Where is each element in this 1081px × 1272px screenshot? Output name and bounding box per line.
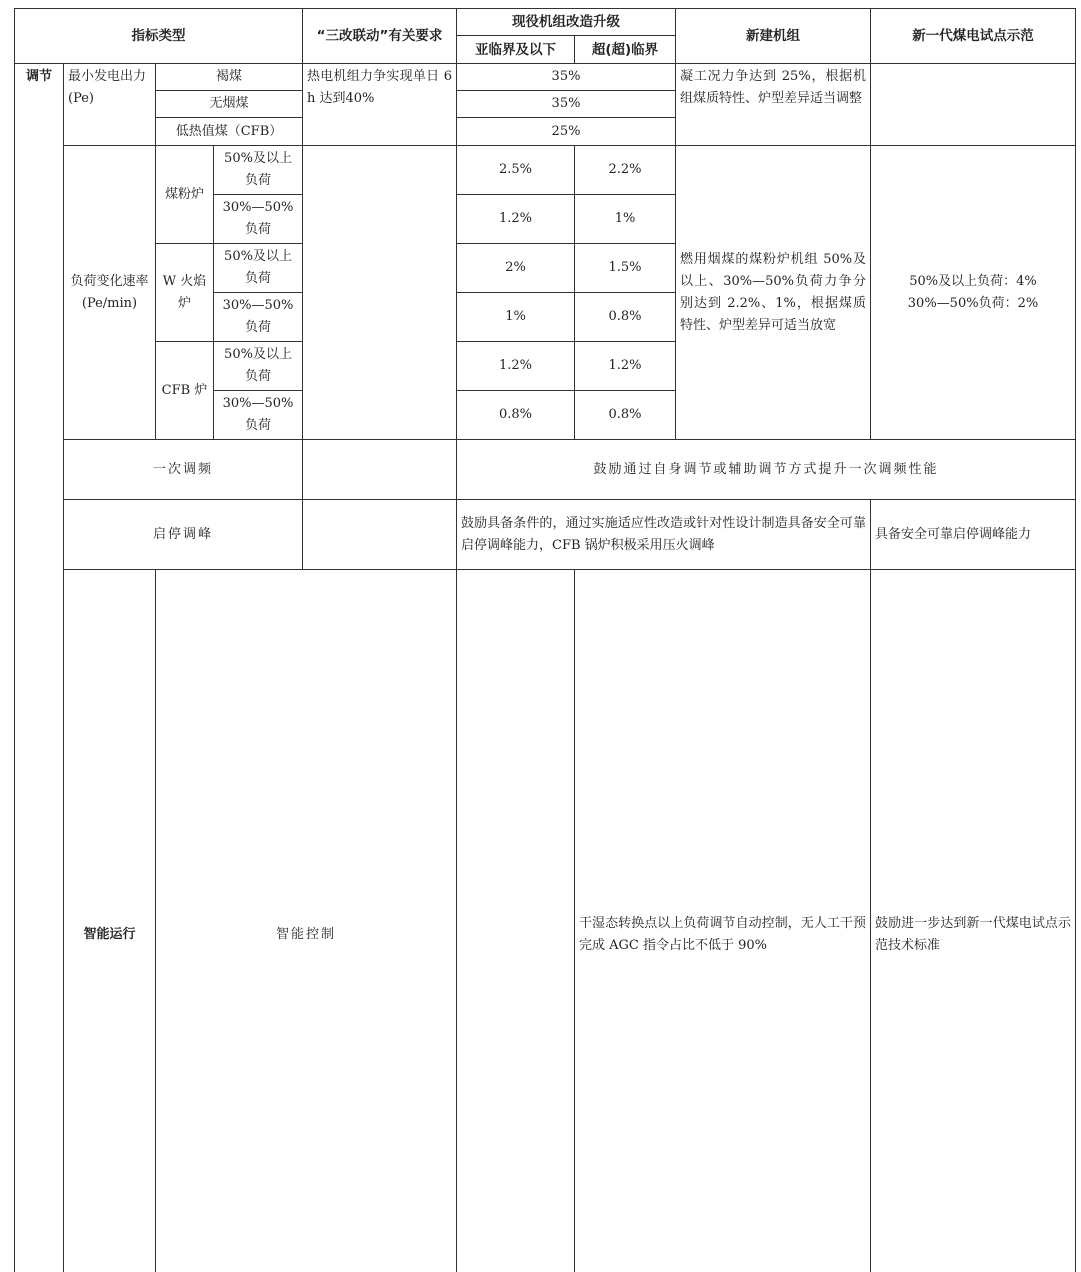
load-level: 30%—50%负荷 <box>214 391 303 440</box>
min-output-new-units: 凝工况力争达到 25%，根据机组煤质特性、炉型差异适当调整 <box>676 64 871 146</box>
rate-sub: 0.8% <box>457 391 575 440</box>
min-output-value-low-heat: 25% <box>457 118 676 146</box>
demo-line: 50%及以上负荷：4% <box>875 271 1071 293</box>
min-output-value-anthracite: 35% <box>457 91 676 118</box>
header-subcritical: 亚临界及以下 <box>457 36 575 64</box>
coal-type-low-heat: 低热值煤（CFB） <box>156 118 303 146</box>
primary-freq-text: 鼓励通过自身调节或辅助调节方式提升一次调频性能 <box>457 440 1076 500</box>
load-level: 30%—50%负荷 <box>214 293 303 342</box>
indicator-table <box>14 8 1076 1272</box>
start-stop-label: 启停调峰 <box>64 500 303 570</box>
start-stop-text: 鼓励具备条件的，通过实施适应性改造或针对性设计制造具备安全可靠启停调峰能力，CFB 锅炉积极采用压火调峰 <box>457 500 871 570</box>
header-policy-requirements: “三改联动”有关要求 <box>303 9 457 64</box>
header-indicator-type: 指标类型 <box>15 9 303 64</box>
rate-sub: 1.2% <box>457 342 575 391</box>
rate-super: 0.8% <box>575 391 676 440</box>
demo-line: 30%—50%负荷：2% <box>875 293 1071 315</box>
min-output-value-lignite: 35% <box>457 64 676 91</box>
rate-sub: 1.2% <box>457 195 575 244</box>
start-stop-demo: 具备安全可靠启停调峰能力 <box>871 500 1076 570</box>
load-rate-title: 负荷变化速率 <box>68 271 151 293</box>
furnace-w-flame: W 火焰炉 <box>156 244 214 342</box>
coal-type-lignite: 褐煤 <box>156 64 303 91</box>
rate-super: 1% <box>575 195 676 244</box>
load-rate-new-units: 燃用烟煤的煤粉炉机组 50%及以上、30%—50%负荷力争分别达到 2.2%、1%，根据煤质特性、炉型差异可适当放宽 <box>676 146 871 440</box>
rate-sub: 1% <box>457 293 575 342</box>
rate-sub: 2.5% <box>457 146 575 195</box>
rate-sub: 2% <box>457 244 575 293</box>
header-new-gen-demo: 新一代煤电试点示范 <box>871 9 1076 64</box>
primary-freq-label: 一次调频 <box>64 440 303 500</box>
smart-control-existing: 干湿态转换点以上负荷调节自动控制，无人工干预完成 AGC 指令占比不低于 90% <box>575 570 871 1272</box>
min-output-label: 最小发电出力(Pe) <box>64 64 156 146</box>
load-level: 50%及以上负荷 <box>214 146 303 195</box>
header-existing-upgrade: 现役机组改造升级 <box>457 9 676 36</box>
load-rate-label <box>64 146 156 440</box>
load-level: 50%及以上负荷 <box>214 342 303 391</box>
smart-control-policy <box>457 570 575 1272</box>
load-rate-unit: (Pe/min) <box>68 293 151 315</box>
primary-freq-policy <box>303 440 457 500</box>
min-output-policy: 热电机组力争实现单日 6h 达到40% <box>303 64 457 146</box>
rate-super: 0.8% <box>575 293 676 342</box>
smart-control-new-units: 鼓励进一步达到新一代煤电试点示范技术标准 <box>871 570 1076 1272</box>
rate-super: 1.5% <box>575 244 676 293</box>
rate-super: 2.2% <box>575 146 676 195</box>
load-level: 30%—50%负荷 <box>214 195 303 244</box>
furnace-pulverized: 煤粉炉 <box>156 146 214 244</box>
start-stop-policy <box>303 500 457 570</box>
furnace-cfb: CFB 炉 <box>156 342 214 440</box>
rate-super: 1.2% <box>575 342 676 391</box>
load-level: 50%及以上负荷 <box>214 244 303 293</box>
header-supercritical: 超(超)临界 <box>575 36 676 64</box>
section-regulation: 调节 <box>15 64 64 1272</box>
load-rate-policy <box>303 146 457 440</box>
coal-type-anthracite: 无烟煤 <box>156 91 303 118</box>
smart-control-label: 智能控制 <box>156 570 457 1272</box>
section-smart-ops: 智能运行 <box>64 570 156 1272</box>
min-output-demo <box>871 64 1076 146</box>
load-rate-demo <box>871 146 1076 440</box>
header-new-units: 新建机组 <box>676 9 871 64</box>
